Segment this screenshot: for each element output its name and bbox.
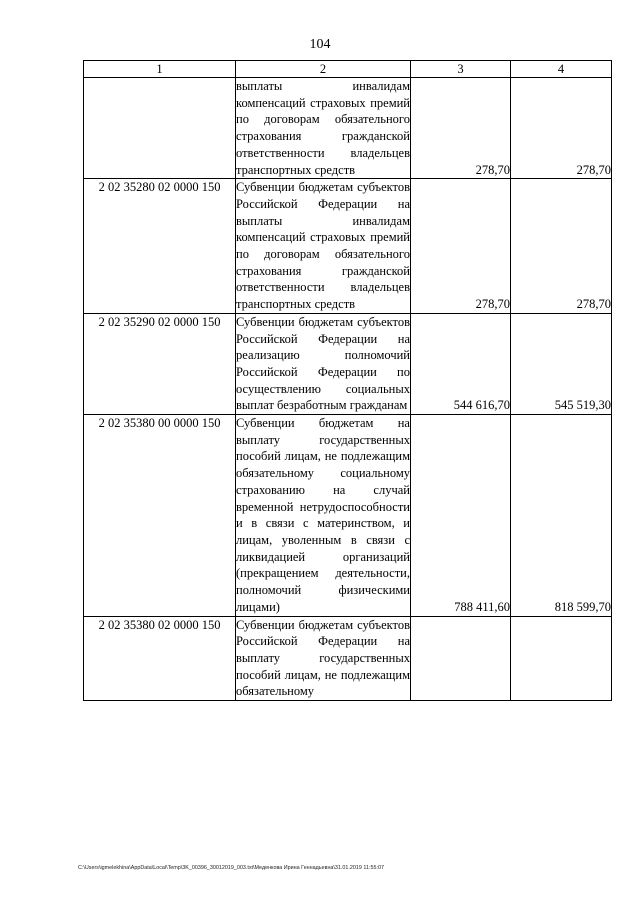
row-code: 2 02 35380 02 0000 150	[84, 616, 236, 701]
row-value-col3: 278,70	[411, 179, 511, 314]
table-row	[84, 415, 612, 616]
row-code	[84, 78, 236, 179]
row-code: 2 02 35380 00 0000 150	[84, 415, 236, 616]
row-description: Субвенции бюджетам на выплату государственных пособий лицам, не подлежащим обязательному социальному страхованию на случай временной нетрудоспособности и в связи с материнством, и лицам, уволенным в связи с ликвидацией организаций (прекращением деятельности, полномочий физическими лицами)	[236, 415, 411, 616]
row-value-col4: 818 599,70	[511, 415, 612, 616]
row-description: выплаты инвалидам компенсаций страховых премий по договорам обязательного страхования гражданской ответственности владельцев транспортных средств	[236, 78, 411, 179]
row-value-col4: 545 519,30	[511, 313, 612, 414]
column-header-3: 3	[411, 61, 511, 78]
row-code: 2 02 35280 02 0000 150	[84, 179, 236, 314]
row-description: Субвенции бюджетам субъектов Российской Федерации на выплату государственных пособий лицам, не подлежащим обязательному	[236, 616, 411, 701]
row-value-col4: 278,70	[511, 78, 612, 179]
table-row	[84, 313, 612, 414]
column-header-1: 1	[84, 61, 236, 78]
row-value-col4	[511, 616, 612, 701]
file-path-footer: C:\Users\igmelekhina\AppData\Local\Temp\3K_00396_30012019_003.txt\Меденкова Ирина Геннадьевна\31.01.2019 11:55:07	[78, 865, 384, 871]
row-description: Субвенции бюджетам субъектов Российской Федерации на выплаты инвалидам компенсаций страховых премий по договорам обязательного страхования гражданской ответственности владельцев транспортных средств	[236, 179, 411, 314]
row-value-col3	[411, 616, 511, 701]
budget-table	[83, 60, 612, 701]
column-header-2: 2	[236, 61, 411, 78]
table-header-row	[84, 61, 612, 78]
table-row	[84, 78, 612, 179]
row-value-col3: 278,70	[411, 78, 511, 179]
row-value-col3: 788 411,60	[411, 415, 511, 616]
row-description: Субвенции бюджетам субъектов Российской Федерации на реализацию полномочий Российской Федерации по осуществлению социальных выплат безработным гражданам	[236, 313, 411, 414]
table-row	[84, 616, 612, 701]
page-number: 104	[309, 37, 331, 52]
row-value-col3: 544 616,70	[411, 313, 511, 414]
row-code: 2 02 35290 02 0000 150	[84, 313, 236, 414]
table-row	[84, 179, 612, 314]
column-header-4: 4	[511, 61, 612, 78]
row-value-col4: 278,70	[511, 179, 612, 314]
